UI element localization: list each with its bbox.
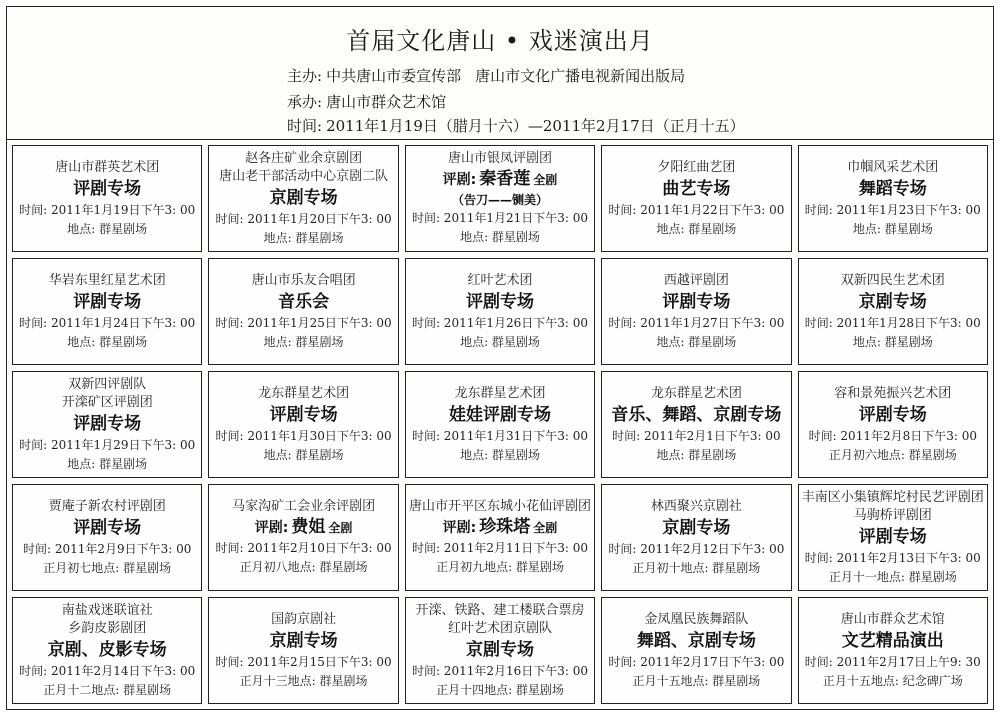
performance-title: 京剧专场: [269, 187, 338, 208]
performance-title: 音乐、舞蹈、京剧专场: [611, 404, 782, 425]
performance-time: 时间: 2011年1月21日下午3: 00: [411, 211, 589, 225]
performance-venue: 正月十五地点: 纪念碑广场: [822, 673, 963, 688]
host-2: 唐山市文化广播电视新闻出版局: [475, 67, 686, 85]
troupe-name: 唐山老干部活动中心京剧二队: [219, 168, 389, 184]
troupe-name: 南盐戏迷联谊社: [61, 602, 153, 618]
troupe-name: 双新四民生艺术团: [840, 272, 945, 288]
performance-time: 时间: 2011年2月13日下午3: 00: [804, 550, 981, 565]
troupe-name: 龙东群星艺术团: [454, 385, 546, 401]
schedule-cell: [208, 597, 398, 704]
troupe-name: 开滦矿区评剧团: [61, 394, 153, 410]
performance-venue: 地点: 群星剧场: [852, 221, 933, 236]
play-name: 珍珠塔: [479, 517, 531, 537]
performance-title: 京剧、皮影专场: [47, 639, 167, 660]
performance-venue: 正月初八地点: 群星剧场: [239, 560, 368, 574]
performance-time: 时间: 2011年1月27日下午3: 00: [608, 315, 785, 330]
performance-title: 音乐会: [278, 291, 330, 312]
performance-venue: 地点: 群星剧场: [67, 221, 148, 236]
troupe-name: 容和景苑振兴艺术团: [834, 385, 952, 401]
schedule-cell: [405, 597, 595, 704]
troupe-name: 龙东群星艺术团: [258, 385, 350, 401]
schedule-grid: [7, 139, 993, 709]
schedule-cell: [601, 484, 791, 591]
schedule-cell: [208, 145, 398, 252]
performance-venue: 正月初六地点: 群星剧场: [828, 447, 957, 462]
performance-title: [443, 168, 558, 191]
performance-title: 评剧专场: [73, 413, 142, 434]
performance-title: 舞蹈专场: [858, 178, 927, 199]
performance-venue: 正月十四地点: 群星剧场: [436, 682, 564, 697]
performance-title: 文艺精品演出: [841, 630, 944, 651]
troupe-name: 唐山市群英艺术团: [55, 159, 160, 175]
performance-title: 京剧专场: [465, 639, 534, 660]
performance-time: 时间: 2011年1月31日下午3: 00: [411, 428, 589, 443]
performance-title: 曲艺专场: [662, 178, 731, 199]
troupe-name: 唐山市群众艺术馆: [840, 611, 945, 627]
organizer: 唐山市群众艺术馆: [326, 93, 447, 111]
troupe-name: 双新四评剧队: [68, 376, 147, 392]
performance-title: 评剧专场: [858, 404, 927, 425]
performance-time: 时间: 2011年1月26日下午3: 00: [411, 315, 589, 330]
poster-title: 首届文化唐山 • 戏迷演出月: [346, 27, 654, 55]
performance-time: 时间: 2011年1月30日下午3: 00: [215, 428, 392, 443]
schedule-cell: [601, 597, 791, 704]
troupe-name: 唐山市银凤评剧团: [447, 151, 552, 166]
performance-title: 评剧专场: [858, 526, 927, 547]
play-lead: 评剧:: [442, 172, 477, 188]
performance-venue: 地点: 群星剧场: [67, 334, 148, 349]
troupe-name: 龙东群星艺术团: [650, 385, 742, 401]
schedule-cell: [12, 258, 202, 365]
organizer-line: [287, 91, 446, 112]
performance-time: 时间: 2011年1月25日下午3: 00: [215, 315, 392, 330]
schedule-cell: [208, 484, 398, 591]
troupe-name: 华岩东里红星艺术团: [48, 272, 166, 288]
troupe-name: 金凤凰民族舞蹈队: [644, 611, 749, 627]
play-tail: 全剧: [533, 521, 558, 535]
performance-venue: 正月初七地点: 群星剧场: [43, 560, 172, 575]
schedule-cell: [798, 484, 988, 591]
performance-title: 评剧专场: [73, 291, 142, 312]
organizer-label: 承办:: [287, 93, 323, 111]
performance-time: 时间: 2011年1月28日下午3: 00: [804, 315, 981, 330]
performance-title: 舞蹈、京剧专场: [636, 630, 756, 651]
performance-time: 时间: 2011年2月9日下午3: 00: [22, 541, 192, 556]
schedule-cell: [12, 371, 202, 478]
performance-time: 时间: 2011年2月8日下午3: 00: [808, 428, 977, 443]
troupe-name: 国韵京剧社: [271, 611, 337, 627]
poster: [6, 6, 994, 710]
performance-time: 时间: 2011年1月29日下午3: 00: [19, 437, 196, 452]
performance-title: 京剧专场: [662, 517, 731, 538]
schedule-cell: [208, 371, 398, 478]
performance-venue: 正月十三地点: 群星剧场: [239, 673, 368, 688]
host-1: 中共唐山市委宣传部: [326, 67, 462, 85]
performance-time: 时间: 2011年2月12日下午3: 00: [608, 541, 785, 556]
performance-time: 时间: 2011年2月11日下午3: 00: [411, 541, 589, 555]
performance-venue: 正月十五地点: 群星剧场: [632, 673, 761, 688]
play-name: 秦香莲: [479, 169, 531, 189]
event-period: 2011年1月19日（腊月十六）—2011年2月17日（正月十五）: [326, 117, 745, 135]
performance-time: 时间: 2011年1月19日下午3: 00: [19, 202, 196, 217]
performance-venue: 地点: 群星剧场: [67, 456, 148, 471]
performance-title: 评剧专场: [662, 291, 731, 312]
performance-title: 京剧专场: [269, 630, 338, 651]
schedule-cell: [798, 597, 988, 704]
troupe-name: 乡韵皮影剧团: [68, 620, 147, 636]
performance-venue: 地点: 群星剧场: [263, 230, 344, 245]
schedule-cell: [601, 145, 791, 252]
play-lead: 评剧:: [442, 520, 477, 536]
performance-title: [443, 516, 558, 539]
troupe-name: 红叶艺术团: [467, 272, 533, 288]
troupe-name: 西越评剧团: [663, 272, 729, 288]
schedule-cell: [12, 484, 202, 591]
schedule-cell: [601, 258, 791, 365]
performance-time: 时间: 2011年2月10日下午3: 00: [215, 541, 392, 555]
schedule-cell: [405, 371, 595, 478]
performance-title: 评剧专场: [269, 404, 338, 425]
schedule-cell: [798, 258, 988, 365]
schedule-cell: [798, 371, 988, 478]
schedule-cell: [405, 145, 595, 252]
play-lead: 评剧:: [254, 520, 289, 536]
performance-venue: 地点: 群星剧场: [460, 447, 540, 462]
performance-venue: 地点: 群星剧场: [656, 447, 737, 462]
performance-venue: 地点: 群星剧场: [656, 334, 737, 349]
troupe-name: 马家沟矿工会业余评剧团: [232, 499, 376, 514]
performance-time: 时间: 2011年2月15日下午3: 00: [215, 654, 392, 669]
performance-time: 时间: 2011年2月16日下午3: 00: [411, 663, 589, 678]
schedule-cell: [208, 258, 398, 365]
troupe-name: 马驹桥评剧团: [853, 507, 932, 523]
troupe-name: 林西聚兴京剧社: [650, 498, 742, 514]
performance-time: 时间: 2011年1月20日下午3: 00: [215, 211, 392, 226]
troupe-name: 丰南区小集镇辉坨村民艺评剧团: [801, 489, 984, 505]
troupe-name: 唐山市开平区东城小花仙评剧团: [408, 499, 591, 514]
play-tail: 全剧: [328, 521, 353, 535]
performance-time: 时间: 2011年1月23日下午3: 00: [804, 202, 981, 217]
performance-subtitle: （告刀——铡美）: [451, 193, 548, 207]
performance-title: 评剧专场: [465, 291, 534, 312]
performance-venue: 地点: 群星剧场: [460, 334, 540, 349]
play-name: 费姐: [291, 517, 326, 537]
host-label: 主办:: [287, 67, 323, 85]
performance-title: 京剧专场: [858, 291, 927, 312]
time-line: [287, 115, 745, 136]
performance-venue: 地点: 群星剧场: [263, 334, 344, 349]
troupe-name: 唐山市乐友合唱团: [251, 272, 356, 288]
performance-venue: 正月初九地点: 群星剧场: [436, 560, 564, 574]
schedule-cell: [798, 145, 988, 252]
schedule-cell: [405, 484, 595, 591]
troupe-name: 贾庵子新农村评剧团: [48, 498, 166, 514]
performance-time: 时间: 2011年2月1日下午3: 00: [612, 428, 781, 443]
performance-time: 时间: 2011年2月17日下午3: 00: [608, 654, 785, 669]
performance-venue: 正月十一地点: 群星剧场: [828, 569, 957, 584]
performance-title: 评剧专场: [73, 517, 142, 538]
performance-venue: 地点: 群星剧场: [263, 447, 344, 462]
performance-venue: 地点: 群星剧场: [460, 230, 540, 244]
host-line: [287, 65, 685, 86]
performance-venue: 正月十二地点: 群星剧场: [43, 682, 172, 697]
troupe-name: 开滦、铁路、建工楼联合票房: [415, 602, 585, 618]
play-tail: 全剧: [533, 173, 558, 187]
troupe-name: 巾帼风采艺术团: [847, 159, 939, 175]
performance-title: [255, 516, 353, 539]
performance-title: 娃娃评剧专场: [448, 404, 551, 425]
schedule-cell: [12, 145, 202, 252]
schedule-cell: [12, 597, 202, 704]
troupe-name: 红叶艺术团京剧队: [447, 620, 552, 636]
schedule-cell: [405, 258, 595, 365]
performance-venue: 地点: 群星剧场: [656, 221, 737, 236]
performance-time: 时间: 2011年1月24日下午3: 00: [19, 315, 196, 330]
troupe-name: 夕阳红曲艺团: [657, 159, 736, 175]
performance-time: 时间: 2011年1月22日下午3: 00: [608, 202, 785, 217]
performance-venue: 正月初十地点: 群星剧场: [632, 560, 761, 575]
performance-title: 评剧专场: [73, 178, 142, 199]
schedule-cell: [601, 371, 791, 478]
performance-time: 时间: 2011年2月17日上午9: 30: [804, 654, 981, 669]
time-label: 时间:: [287, 117, 323, 135]
troupe-name: 赵各庄矿业余京剧团: [245, 150, 363, 166]
poster-header: [7, 7, 993, 140]
performance-time: 时间: 2011年2月14日下午3: 00: [19, 663, 196, 678]
performance-venue: 地点: 群星剧场: [852, 334, 933, 349]
